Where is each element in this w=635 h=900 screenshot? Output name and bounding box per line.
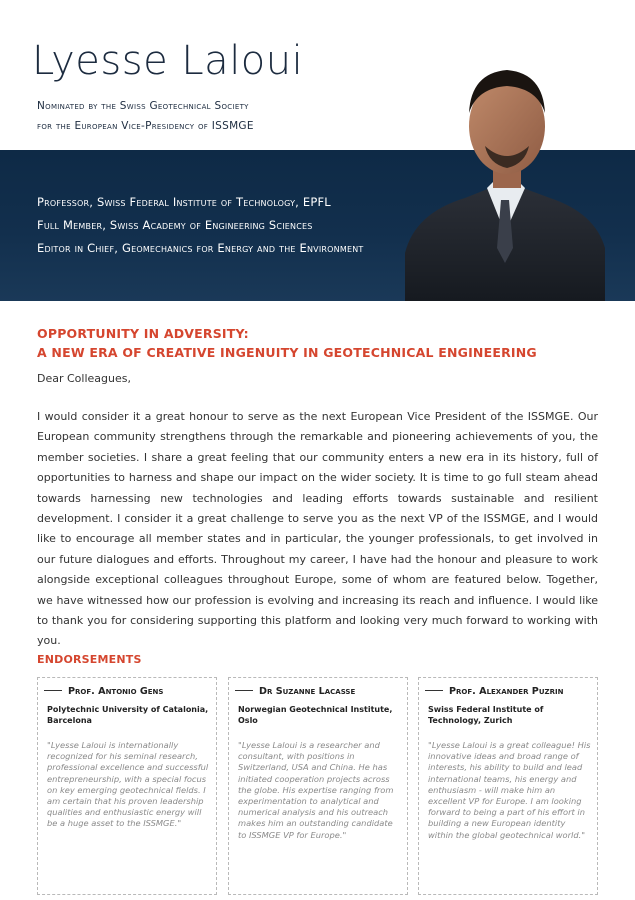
endorsement-card bbox=[37, 677, 217, 895]
role-item: Full Member, Swiss Academy of Engineering Sciences bbox=[37, 218, 313, 232]
endorser-name-text: Prof. Alexander Puzrin bbox=[449, 686, 564, 697]
dash-icon bbox=[425, 690, 443, 691]
endorser-name-text: Prof. Antonio Gens bbox=[68, 686, 164, 697]
headline-line-2: A NEW ERA OF CREATIVE INGENUITY IN GEOTECHNICAL ENGINEERING bbox=[37, 345, 537, 360]
dash-icon bbox=[235, 690, 253, 691]
headline-line-1: OPPORTUNITY IN ADVERSITY: bbox=[37, 326, 249, 341]
headline bbox=[37, 324, 537, 362]
portrait-photo bbox=[405, 48, 605, 301]
endorser-name bbox=[44, 686, 163, 697]
role-item: Editor in Chief, Geomechanics for Energy and the Environment bbox=[37, 241, 364, 255]
endorsement-quote: "Lyesse Laloui is a great colleague! His innovative ideas and broad range of interests, his ability to build and lead international teams, his energy and enthusiasm - will make him an excellent VP for Europe. I am looking forward to being a part of his effort in building a new European identity within the global geotechnical world." bbox=[428, 740, 591, 840]
endorsement-quote: "Lyesse Laloui is a researcher and consultant, with positions in Switzerland, USA and China. He has initiated cooperation projects across the globe. His expertise ranging from experimentation to analytical and numerical analysis and his outreach makes him an outstanding candidate to ISSMGE VP for Europe." bbox=[238, 740, 394, 840]
endorsement-quote: "Lyesse Laloui is internationally recognized for his seminal research, professional excellence and successful entrepreneurship, with a special focus on key emerging geotechnical fields. I am certain that his proven leadership qualities and enthusiastic energy will be a huge asset to the ISSMGE." bbox=[47, 740, 209, 829]
roles-list bbox=[37, 191, 363, 260]
role-item: Professor, Swiss Federal Institute of Technology, EPFL bbox=[37, 195, 331, 209]
endorser-name bbox=[235, 686, 355, 697]
endorsement-card bbox=[228, 677, 408, 895]
endorsements-title: ENDORSEMENTS bbox=[37, 653, 142, 666]
nomination-text bbox=[37, 96, 254, 136]
greeting: Dear Colleagues, bbox=[37, 372, 131, 385]
letter-body: I would consider it a great honour to serve as the next European Vice President of the ISSMGE. Our European community strengthens through the remarkable and pioneering achievements of you, the member societies. I share a great feeling that our community enters a new era in its history, full of opportunities to harness and shape our impact on the wider society. It is time to go full steam ahead towards harnessing new technologies and leading efforts towards sustainable and resilient development. I consider it a great challenge to serve you as the next VP of the ISSMGE, and I would like to encourage all member states and in particular, the younger professionals, to get involved in our future dialogues and efforts. Throughout my career, I have had the honour and pleasure to work alongside exceptional colleagues throughout Europe, some of whom are featured below. Together, we have witnessed how our profession is evolving and increasing its reach and influence. I would like to thank you for considering supporting this platform and looking very much forward to working with you. bbox=[37, 410, 598, 648]
candidate-name: Lyesse Laloui bbox=[32, 38, 304, 84]
dash-icon bbox=[44, 690, 62, 691]
nomination-line-2: for the European Vice-Presidency of ISSMGE bbox=[37, 120, 254, 132]
endorser-name bbox=[425, 686, 563, 697]
nomination-line-1: Nominated by the Swiss Geotechnical Society bbox=[37, 100, 249, 112]
endorser-institution: Swiss Federal Institute of Technology, Zurich bbox=[428, 705, 544, 725]
endorser-institution: Norwegian Geotechnical Institute, Oslo bbox=[238, 705, 393, 725]
endorser-institution: Polytechnic University of Catalonia, Barcelona bbox=[47, 705, 209, 725]
endorsement-card bbox=[418, 677, 598, 895]
endorser-name-text: Dr Suzanne Lacasse bbox=[259, 686, 356, 697]
